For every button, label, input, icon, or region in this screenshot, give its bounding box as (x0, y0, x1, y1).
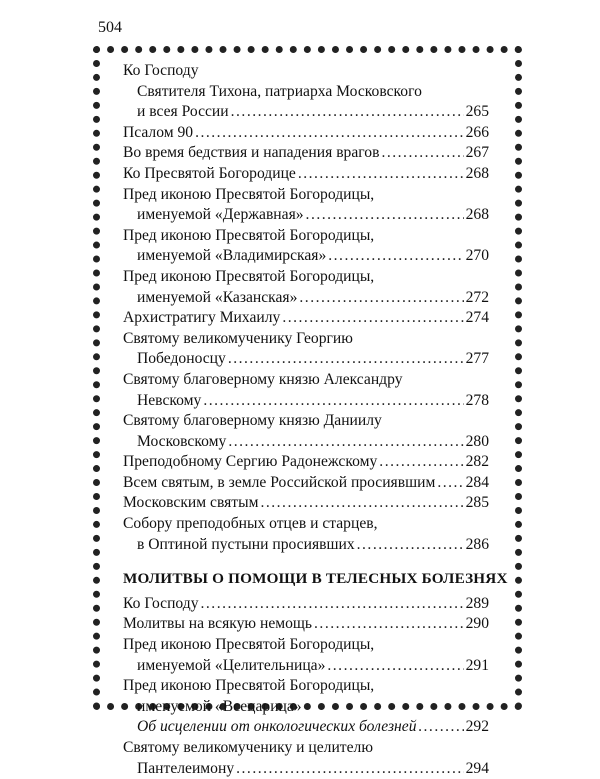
toc-entry[interactable] (123, 676, 489, 738)
toc-entry-last-line (123, 102, 489, 123)
leader-dots (203, 391, 463, 412)
leader-dots (231, 102, 464, 123)
toc-entry-title: Всем святым, в земле Российской просиявшим (123, 473, 436, 491)
toc-entry-title-cont: Московскому (137, 432, 227, 450)
toc-page-number: 282 (465, 453, 489, 471)
toc-entry[interactable] (123, 614, 489, 635)
toc-entry-last-line (123, 246, 489, 267)
toc-page-number: 284 (465, 473, 489, 491)
leader-dots (357, 535, 464, 556)
toc-subentry[interactable] (123, 717, 489, 738)
page-number: 504 (98, 19, 122, 36)
toc-entry-title: Псалом 90 (123, 123, 194, 141)
toc-page-number: 272 (465, 288, 489, 306)
toc-page-number: 270 (465, 247, 489, 265)
toc-page-number: 278 (465, 391, 489, 409)
toc-page-number: 266 (465, 123, 489, 141)
toc-page-number: 289 (465, 594, 489, 612)
leader-dots (228, 432, 463, 453)
toc-page-number: 267 (465, 144, 489, 162)
toc-entry-title: Святому великомученику и целителю (123, 739, 373, 756)
toc-page-number: 291 (465, 656, 489, 674)
toc-entry-title-cont: именуемой «Казанская» (137, 288, 298, 306)
toc-page-number: 286 (465, 535, 489, 553)
toc-entry-title: Во время бедствия и нападения врагов (123, 144, 380, 162)
leader-dots (327, 656, 463, 677)
toc-page-number: 290 (465, 615, 489, 633)
toc-entry-title: Святому благоверному князю Даниилу (123, 412, 382, 430)
toc-entry-last-line (123, 288, 489, 309)
toc-entry[interactable] (123, 267, 489, 308)
toc-entry-last-line (123, 759, 489, 779)
toc-page-number: 268 (465, 206, 489, 224)
toc-entry-title: Архистратигу Михаилу (123, 309, 281, 327)
toc-entry-title-cont: Невскому (137, 391, 202, 409)
toc-entry-title-cont: Победоносцу (137, 350, 226, 368)
toc-entry[interactable] (123, 226, 489, 267)
toc-entry-last-line (123, 349, 489, 370)
leader-dots (260, 493, 463, 514)
leader-dots (328, 246, 463, 267)
toc-page-number: 280 (465, 432, 489, 450)
toc-page-number: 274 (465, 309, 489, 327)
leader-dots (228, 349, 464, 370)
toc-entry-title: Ко Господу (123, 594, 199, 612)
leader-dots (201, 594, 464, 615)
toc-entry[interactable] (123, 635, 489, 676)
toc-entry[interactable] (123, 411, 489, 452)
toc-entry-title: Ко Пресвятой Богородице (123, 164, 296, 182)
toc-entry[interactable] (123, 370, 489, 411)
toc-entry[interactable] (123, 493, 489, 514)
table-of-contents (123, 61, 508, 779)
toc-entry-title-cont: именуемой «Всецарица» (137, 697, 302, 715)
toc-entry-last-line (123, 656, 489, 677)
leader-dots (298, 164, 464, 185)
toc-entry-title: Пред иконою Пресвятой Богородицы, (123, 226, 375, 244)
leader-dots (381, 143, 463, 164)
section-heading: МОЛИТВЫ О ПОМОЩИ В ТЕЛЕСНЫХ БОЛЕЗНЯХ (123, 570, 508, 588)
toc-entry-title: Собору преподобных отцев и старцев, (123, 515, 378, 533)
toc-subentry-title: Об исцелении от онкологических болезней (137, 718, 417, 736)
leader-dots (236, 759, 463, 779)
toc-entry[interactable] (123, 594, 489, 615)
toc-entry-subtitle: и всея России (137, 103, 229, 121)
toc-page-number: 285 (465, 494, 489, 512)
toc-entry-title-cont: именуемой «Целительница» (137, 656, 326, 674)
toc-entry-title-cont: именуемой «Владимирская» (137, 247, 327, 265)
toc-entry-title: Святому великомученику Георгию (123, 329, 353, 347)
toc-entry[interactable] (123, 123, 489, 144)
toc-entry[interactable] (123, 329, 489, 370)
toc-entry-title: Пред иконою Пресвятой Богородицы, (123, 185, 375, 203)
toc-entry[interactable] (123, 514, 489, 555)
toc-page-number: 268 (465, 164, 489, 182)
toc-entry-last-line (123, 391, 489, 412)
toc-entry[interactable] (123, 473, 489, 494)
leader-dots (282, 308, 463, 329)
toc-entry[interactable] (123, 738, 489, 779)
toc-page-number: 277 (465, 350, 489, 368)
toc-entry-last-line (123, 535, 489, 556)
leader-dots (195, 123, 464, 144)
toc-entry-title: Святому благоверному князю Александру (123, 370, 403, 388)
leader-dots (419, 717, 464, 738)
toc-page-number: 292 (465, 718, 489, 736)
toc-entry-title: Пред иконою Пресвятой Богородицы, (123, 267, 375, 285)
toc-entry-title-cont: в Оптиной пустыни просиявших (137, 535, 355, 553)
toc-entry-subtitle: Святителя Тихона, патриарха Московского (137, 82, 422, 100)
leader-dots (314, 614, 464, 635)
leader-dots (379, 452, 463, 473)
toc-entry-title: Пред иконою Пресвятой Богородицы, (123, 636, 375, 654)
toc-entry[interactable] (123, 164, 489, 185)
leader-dots (306, 205, 464, 226)
toc-entry-title-cont: Пантелеимону (137, 759, 235, 777)
toc-entry-title: Преподобному Сергию Радонежскому (123, 453, 378, 471)
toc-entry[interactable] (123, 185, 489, 226)
toc-entry[interactable] (123, 452, 489, 473)
toc-entry-title: Молитвы на всякую немощь (123, 615, 313, 633)
toc-entry-title: Московским святым (123, 494, 259, 512)
toc-page-number: 294 (465, 759, 489, 777)
toc-entry-last-line (123, 432, 489, 453)
toc-entry-title: Ко Господу (123, 62, 199, 79)
toc-entry-title: Пред иконою Пресвятой Богородицы, (123, 677, 375, 695)
toc-entry-last-line (123, 205, 489, 226)
leader-dots (299, 288, 463, 309)
leader-dots (437, 473, 463, 494)
toc-entry-title-cont: именуемой «Державная» (137, 206, 304, 224)
toc-entry[interactable] (123, 308, 489, 329)
toc-entry[interactable] (123, 61, 489, 123)
toc-entry[interactable] (123, 143, 489, 164)
toc-page-number: 265 (465, 103, 489, 121)
